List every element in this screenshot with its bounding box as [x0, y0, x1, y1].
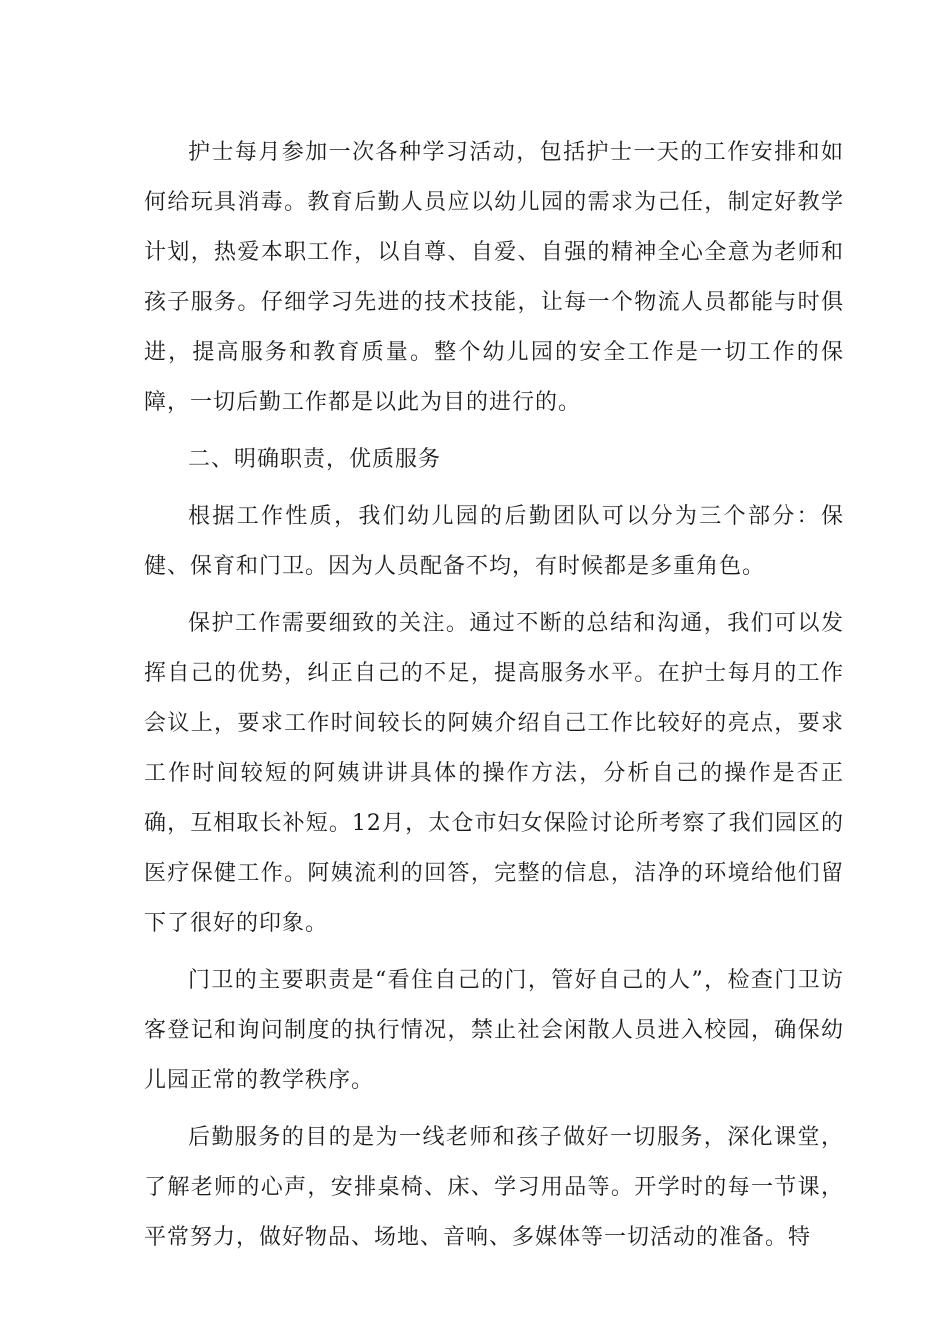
section-heading: 二、明确职责，优质服务: [188, 447, 442, 472]
paragraph-nurse-training: 护士每月参加一次各种学习活动，包括护士一天的工作安排和如何给玩具消毒。教育后勤人员应以幼儿园的需求为己任，制定好教学计划，热爱本职工作，以自尊、自爱、自强的精神全心全意为老师和孩子服务。仔细学习先进的技术技能，让每一个物流人员都能与时俱进，提高服务和教育质量。整个幼儿园的安全工作是一切工作的保障，一切后勤工作都是以此为目的进行的。: [144, 140, 844, 415]
document-body: [144, 128, 844, 1270]
paragraph-team-structure: 根据工作性质，我们幼儿园的后勤团队可以分为三个部分：保健、保育和门卫。因为人员配备不均，有时候都是多重角色。: [144, 504, 844, 579]
paragraph-gatekeeper: 门卫的主要职责是“看住自己的门，管好自己的人”，检查门卫访客登记和询问制度的执行情况，禁止社会闲散人员进入校园，确保幼儿园正常的教学秩序。: [144, 968, 844, 1093]
paragraph-care-work: 保护工作需要细致的关注。通过不断的总结和沟通，我们可以发挥自己的优势，纠正自己的不足，提高服务水平。在护士每月的工作会议上，要求工作时间较长的阿姨介绍自己工作比较好的亮点，要求工作时间较短的阿姨讲讲具体的操作方法，分析自己的操作是否正确，互相取长补短。12月，太仓市妇女保险讨论所考察了我们园区的医疗保健工作。阿姨流利的回答，完整的信息，洁净的环境给他们留下了很好的印象。: [144, 611, 844, 936]
paragraph-logistics-service: 后勤服务的目的是为一线老师和孩子做好一切服务，深化课堂，了解老师的心声，安排桌椅、床、学习用品等。开学时的每一节课，平常努力，做好物品、场地、音响、多媒体等一切活动的准备。特: [144, 1125, 844, 1250]
